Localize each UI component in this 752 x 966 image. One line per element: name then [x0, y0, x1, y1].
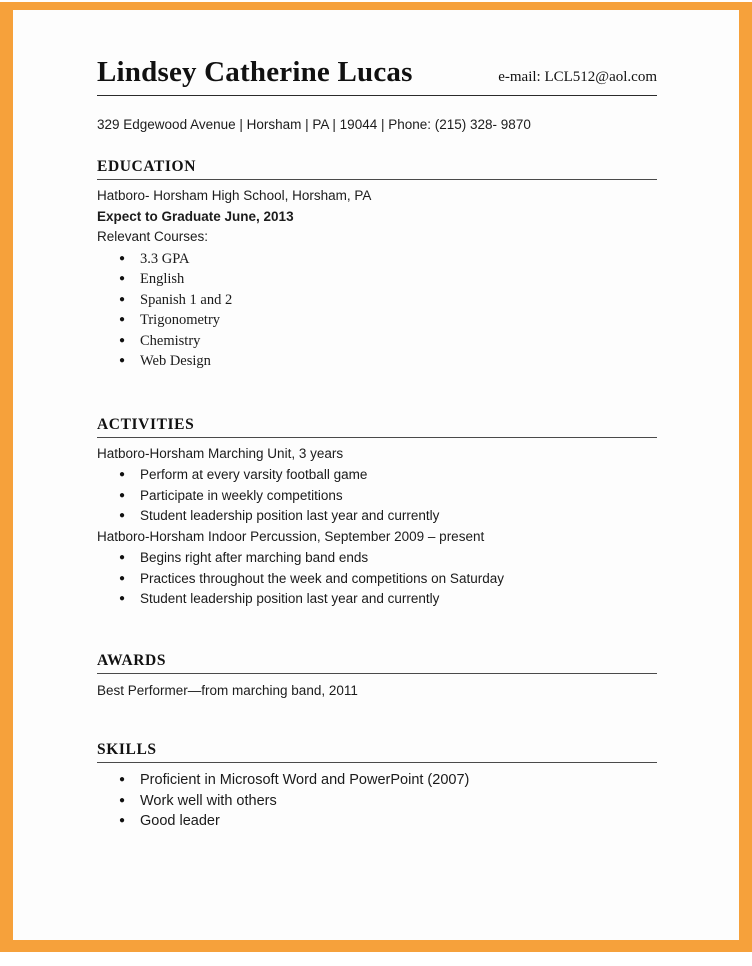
list-item: ● Participate in weekly competitions — [97, 486, 657, 507]
section-activities — [97, 416, 657, 610]
contact-line: 329 Edgewood Avenue | Horsham | PA | 19044 | Phone: (215) 328- 9870 — [97, 117, 531, 132]
resume-page — [13, 10, 739, 940]
list-item: ● Perform at every varsity football game — [97, 465, 657, 486]
list-item: ● Work well with others — [97, 791, 657, 812]
section-skills — [97, 741, 657, 832]
list-item: ● Spanish 1 and 2 — [97, 290, 657, 311]
education-graduation: Expect to Graduate June, 2013 — [97, 208, 294, 224]
resume-header — [97, 56, 657, 96]
list-item: ● Student leadership position last year and currently — [97, 506, 657, 527]
education-courses-list — [97, 249, 657, 372]
list-item: ● Web Design — [97, 351, 657, 372]
list-item: ● Chemistry — [97, 331, 657, 352]
list-item: ● Good leader — [97, 811, 657, 832]
list-item: ● 3.3 GPA — [97, 249, 657, 270]
list-item: ● Trigonometry — [97, 310, 657, 331]
list-item: ● Practices throughout the week and competitions on Saturday — [97, 569, 657, 590]
activity-group-list — [97, 548, 657, 610]
education-courses-label: Relevant Courses: — [97, 229, 209, 244]
list-item: ● Begins right after marching band ends — [97, 548, 657, 569]
awards-heading: AWARDS — [97, 652, 657, 674]
person-name: Lindsey Catherine Lucas — [97, 56, 413, 88]
section-education — [97, 158, 657, 372]
section-awards — [97, 652, 657, 702]
page-border-frame — [0, 2, 752, 952]
skills-heading: SKILLS — [97, 741, 657, 763]
education-school: Hatboro- Horsham High School, Horsham, PA — [97, 188, 372, 203]
list-item: ● Student leadership position last year and currently — [97, 589, 657, 610]
list-item: ● English — [97, 269, 657, 290]
activity-group-title: Hatboro-Horsham Indoor Percussion, September 2009 – present — [97, 528, 485, 544]
award-item: Best Performer—from marching band, 2011 — [97, 682, 358, 698]
activity-group-list — [97, 465, 657, 527]
list-item: ● Proficient in Microsoft Word and PowerPoint (2007) — [97, 770, 657, 791]
activity-group-title: Hatboro-Horsham Marching Unit, 3 years — [97, 445, 344, 461]
skills-list — [97, 770, 657, 832]
email-text: e-mail: LCL512@aol.com — [498, 69, 657, 85]
activities-heading: ACTIVITIES — [97, 416, 657, 438]
education-heading: EDUCATION — [97, 158, 657, 180]
